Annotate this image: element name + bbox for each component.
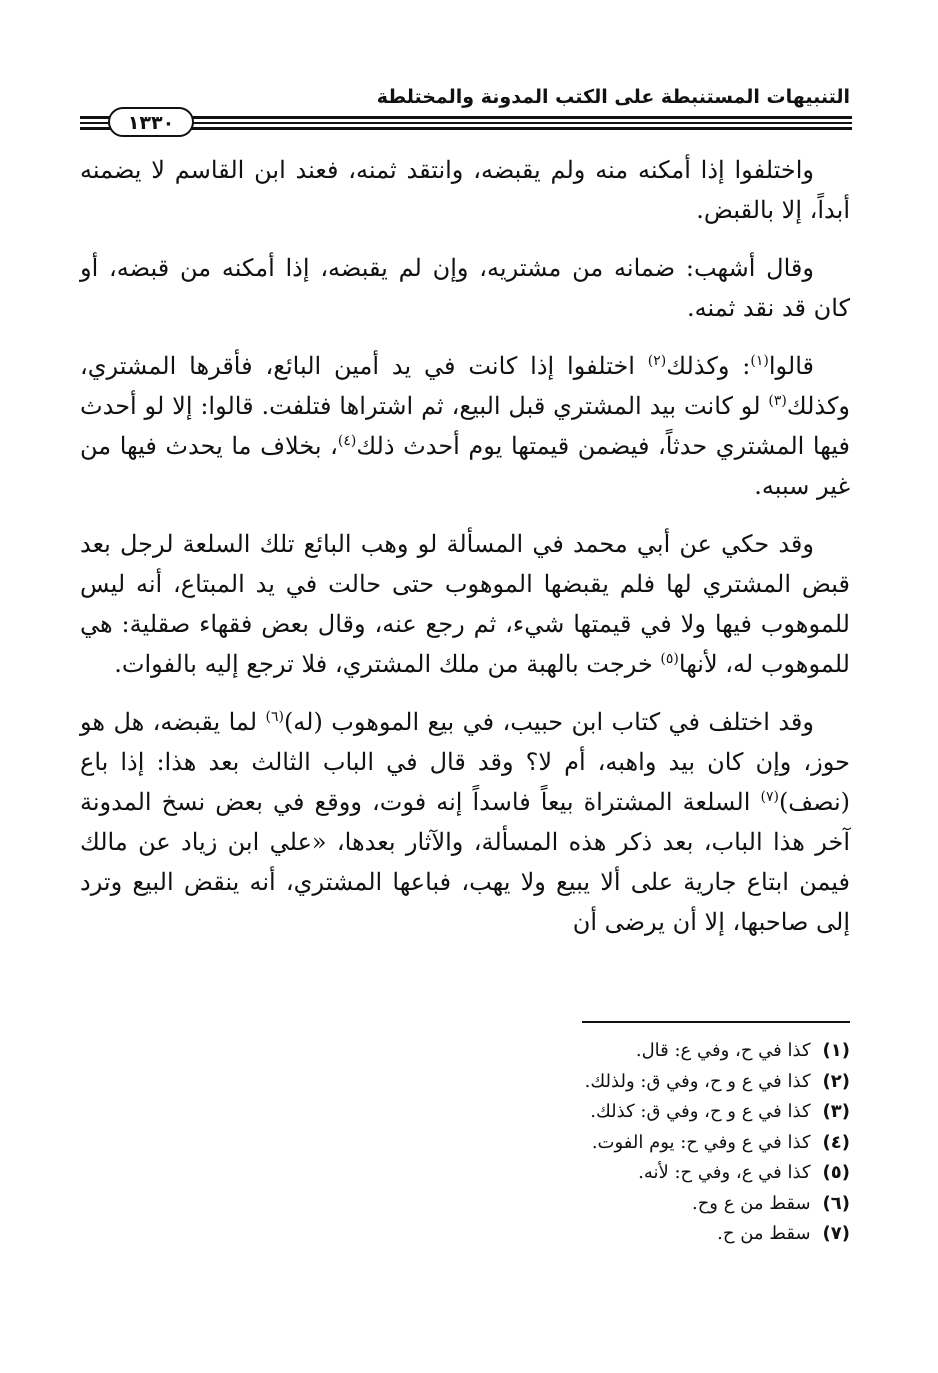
text-run: لما يقبضه، هل هو حوز، وإن كان بيد واهبه، أم لا؟ وقد قال في الباب الثالث بعد هذا: إذا باع (نصف) (80, 708, 850, 816)
footnote-item (250, 1219, 850, 1250)
paragraph-1: واختلفوا إذا أمكنه منه ولم يقبضه، وانتقد ثمنه، فعند ابن القاسم لا يضمنه أبداً، إلا بالقبض. (80, 156, 850, 224)
paragraph-4 (80, 524, 850, 684)
running-head: التنبيهات المستنبطة على الكتب المدونة والمختلطة (376, 86, 850, 108)
footnote-item (250, 1158, 850, 1189)
text-run: خرجت بالهبة من ملك المشتري، فلا ترجع إليه بالفوات. (114, 650, 661, 678)
footnote-ref-1: (١) (750, 353, 769, 369)
footnote-text: سقط من ح. (717, 1223, 811, 1244)
footnote-number: (٦) (822, 1192, 850, 1214)
text-run: اختلفوا إذا كانت في يد أمين البائع، فأقرها المشتري، وكذلك (80, 352, 850, 420)
footnote-number: (١) (822, 1040, 850, 1061)
footnote-number: (٥) (822, 1162, 850, 1183)
footnote-item (250, 1036, 850, 1067)
footnote-item (250, 1189, 850, 1220)
text-run: لو كانت بيد المشتري قبل البيع، ثم اشتراها فتلفت. قالوا: إلا لو أحدث فيها المشتري حدثاً، فيضمن قيمتها يوم أحدث ذلك (80, 392, 851, 460)
paragraph-2: وقال أشهب: ضمانه من مشتريه، وإن لم يقبضه، إذا أمكنه من قبضه، أو كان قد نقد ثمنه. (80, 254, 850, 322)
text-run: وقد اختلف في كتاب ابن حبيب، في بيع الموهوب (له) (283, 708, 814, 736)
footnote-ref-5: (٥) (660, 651, 679, 667)
text-run: وقد حكي عن أبي محمد في المسألة لو وهب البائع تلك السلعة لرجل بعد قبض المشتري لها فلم يقبضها الموهوب حتى حالت في يد المبتاع، أنه ليس للموهوب فيها ولا في قيمتها شيء، ثم رجع عنه، وقال بعض فقهاء صقلية: هي للموهوب له، لأنها (80, 530, 850, 678)
header-rule-middle (80, 122, 852, 124)
footnote-separator (582, 1021, 850, 1023)
footnote-text: كذا في ع وفي ح: يوم الفوت. (591, 1131, 811, 1153)
footnote-text: كذا في ع و ح، وفي ق: كذلك. (590, 1101, 811, 1122)
page-number: ١٣٣٠ (127, 112, 175, 134)
paragraph-3 (80, 346, 850, 506)
footnote-ref-7: (٧) (760, 789, 779, 805)
footnote-number: (٧) (822, 1223, 850, 1244)
page-number-badge (108, 107, 194, 137)
header-rule-bottom (80, 127, 852, 130)
footnote-ref-6: (٦) (265, 709, 284, 725)
footnote-number: (٢) (822, 1070, 850, 1092)
footnote-number: (٣) (822, 1101, 850, 1122)
footnote-text: كذا في ع و ح، وفي ق: ولذلك. (584, 1070, 811, 1092)
footnote-ref-4: (٤) (337, 433, 357, 449)
text-run: ، بخلاف ما يحدث فيها من غير سببه. (80, 432, 850, 500)
footnote-number: (٤) (822, 1131, 850, 1153)
footnote-item (250, 1067, 850, 1098)
footnote-text: كذا في ع، وفي ح: لأنه. (638, 1162, 811, 1183)
text-run: السلعة المشتراة بيعاً فاسداً إنه فوت، ووقع في بعض نسخ المدونة آخر هذا الباب، بعد ذكر هذه المسألة، والآثار بعدها، «علي ابن زياد عن مالك فيمن ابتاع جارية على ألا يبيع ولا يهب، فباعها المشتري، أنه ينقض البيع وترد إلى صاحبها، إلا أن يرضى أن (80, 788, 850, 936)
footnote-ref-2: (٢) (647, 353, 667, 369)
main-text (80, 150, 850, 960)
footnotes-list (250, 1036, 850, 1250)
footnote-text: سقط من ع وح. (691, 1192, 811, 1214)
paragraph-5 (80, 702, 850, 942)
footnote-text: كذا في ح، وفي ع: قال. (635, 1040, 811, 1061)
text-run: : وكذلك (666, 352, 751, 380)
header-rule-top (80, 116, 852, 119)
footnote-item (250, 1097, 850, 1128)
footnote-item (250, 1128, 850, 1159)
footnote-ref-3: (٣) (768, 393, 787, 409)
text-run: قالوا (768, 352, 814, 380)
